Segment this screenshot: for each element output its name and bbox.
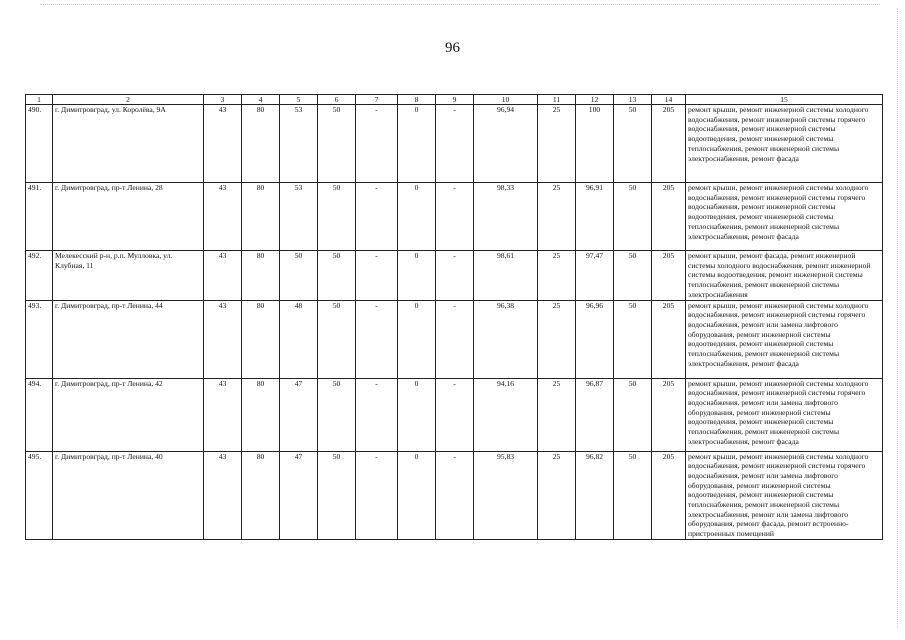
value-cell: 50	[614, 105, 652, 183]
value-cell: 205	[652, 105, 686, 183]
value-cell: 47	[280, 378, 318, 451]
value-cell: 50	[614, 451, 652, 539]
row-number: 490.	[26, 105, 53, 183]
row-number: 492.	[26, 251, 53, 301]
address-cell: г. Димитровград, пр-т Ленина, 44	[53, 300, 204, 378]
repair-program-table	[25, 94, 883, 540]
value-cell: 43	[204, 451, 242, 539]
value-cell: -	[436, 251, 474, 301]
table-row	[26, 183, 883, 251]
value-cell: 100	[576, 105, 614, 183]
works-cell: ремонт крыши, ремонт инженерной системы холодного водоснабжения, ремонт инженерной системы горячего водоснабжения, ремонт или замена лифтового оборудования, ремонт инженерной системы водоотведения, ремонт инженерной системы теплоснабжения, ремонт инженерной системы электроснабжения, ремонт фасада	[686, 300, 883, 378]
value-cell: -	[436, 300, 474, 378]
column-header: 4	[242, 95, 280, 105]
column-header: 5	[280, 95, 318, 105]
column-header: 2	[53, 95, 204, 105]
row-number: 494.	[26, 378, 53, 451]
scan-edge-right	[897, 8, 899, 628]
column-header: 3	[204, 95, 242, 105]
value-cell: 205	[652, 451, 686, 539]
value-cell: -	[436, 183, 474, 251]
value-cell: 98,33	[474, 183, 538, 251]
value-cell: 205	[652, 251, 686, 301]
value-cell: 25	[538, 300, 576, 378]
value-cell: 96,38	[474, 300, 538, 378]
address-cell: г. Димитровград, пр-т Ленина, 28	[53, 183, 204, 251]
value-cell: 94,16	[474, 378, 538, 451]
value-cell: 97,47	[576, 251, 614, 301]
value-cell: 50	[318, 300, 356, 378]
value-cell: 53	[280, 183, 318, 251]
value-cell: 95,83	[474, 451, 538, 539]
value-cell: 50	[614, 183, 652, 251]
value-cell: 50	[318, 251, 356, 301]
address-cell: г. Димитровград, пр-т Ленина, 40	[53, 451, 204, 539]
value-cell: 25	[538, 183, 576, 251]
value-cell: -	[356, 251, 398, 301]
value-cell: 205	[652, 378, 686, 451]
value-cell: -	[436, 105, 474, 183]
column-header: 8	[398, 95, 436, 105]
value-cell: 80	[242, 183, 280, 251]
value-cell: 50	[318, 451, 356, 539]
value-cell: 53	[280, 105, 318, 183]
column-header: 7	[356, 95, 398, 105]
value-cell: 96,82	[576, 451, 614, 539]
value-cell: 50	[614, 300, 652, 378]
value-cell: 25	[538, 378, 576, 451]
value-cell: 50	[280, 251, 318, 301]
value-cell: 50	[318, 378, 356, 451]
value-cell: -	[356, 378, 398, 451]
column-header: 1	[26, 95, 53, 105]
column-header: 10	[474, 95, 538, 105]
address-cell: г. Димитровград, ул. Королёва, 9А	[53, 105, 204, 183]
page-number: 96	[445, 40, 460, 56]
value-cell: -	[356, 183, 398, 251]
table-row	[26, 251, 883, 301]
value-cell: 48	[280, 300, 318, 378]
value-cell: 43	[204, 378, 242, 451]
column-header: 12	[576, 95, 614, 105]
value-cell: 205	[652, 183, 686, 251]
value-cell: 25	[538, 251, 576, 301]
value-cell: 0	[398, 183, 436, 251]
value-cell: 80	[242, 378, 280, 451]
value-cell: -	[356, 105, 398, 183]
column-header: 11	[538, 95, 576, 105]
column-header: 13	[614, 95, 652, 105]
value-cell: 43	[204, 251, 242, 301]
table-row	[26, 451, 883, 539]
value-cell: 205	[652, 300, 686, 378]
works-cell: ремонт крыши, ремонт инженерной системы холодного водоснабжения, ремонт инженерной системы горячего водоснабжения, ремонт инженерной системы водоотведения, ремонт инженерной системы теплоснабжения, ремонт инженерной системы электроснабжения, ремонт фасада	[686, 183, 883, 251]
value-cell: 96,96	[576, 300, 614, 378]
value-cell: 0	[398, 378, 436, 451]
value-cell: 98,61	[474, 251, 538, 301]
value-cell: 25	[538, 105, 576, 183]
value-cell: 96,87	[576, 378, 614, 451]
value-cell: -	[356, 451, 398, 539]
value-cell: -	[436, 378, 474, 451]
value-cell: 80	[242, 451, 280, 539]
value-cell: 25	[538, 451, 576, 539]
column-header: 6	[318, 95, 356, 105]
value-cell: 50	[614, 378, 652, 451]
value-cell: 50	[318, 183, 356, 251]
value-cell: 0	[398, 251, 436, 301]
address-cell: Мелекесский р-н, р.п. Мулловка, ул. Клубная, 11	[53, 251, 204, 301]
works-cell: ремонт крыши, ремонт фасада, ремонт инженерной системы холодного водоснабжения, ремонт инженерной системы водоотведения, ремонт инженерной системы теплоснабжения, ремонт инженерной системы электроснабжения	[686, 251, 883, 301]
value-cell: 47	[280, 451, 318, 539]
value-cell: 80	[242, 300, 280, 378]
row-number: 495.	[26, 451, 53, 539]
value-cell: -	[436, 451, 474, 539]
table-row	[26, 378, 883, 451]
column-header: 15	[686, 95, 883, 105]
scan-edge-top	[40, 4, 880, 6]
value-cell: 96,94	[474, 105, 538, 183]
value-cell: 0	[398, 300, 436, 378]
value-cell: 43	[204, 105, 242, 183]
value-cell: 43	[204, 300, 242, 378]
value-cell: 50	[318, 105, 356, 183]
value-cell: 0	[398, 105, 436, 183]
row-number: 493.	[26, 300, 53, 378]
table-row	[26, 105, 883, 183]
column-header: 14	[652, 95, 686, 105]
value-cell: -	[356, 300, 398, 378]
address-cell: г. Димитровград, пр-т Ленина, 42	[53, 378, 204, 451]
value-cell: 43	[204, 183, 242, 251]
value-cell: 96,91	[576, 183, 614, 251]
table-row	[26, 300, 883, 378]
row-number: 491.	[26, 183, 53, 251]
value-cell: 80	[242, 251, 280, 301]
column-header: 9	[436, 95, 474, 105]
works-cell: ремонт крыши, ремонт инженерной системы холодного водоснабжения, ремонт инженерной системы горячего водоснабжения, ремонт или замена лифтового оборудования, ремонт инженерной системы водоотведения, ремонт инженерной системы теплоснабжения, ремонт инженерной системы электроснабжения, ремонт или замена лифтового оборудования, ремонт фасада, ремонт встроенно-пристроенных помещений	[686, 451, 883, 539]
works-cell: ремонт крыши, ремонт инженерной системы холодного водоснабжения, ремонт инженерной системы горячего водоснабжения, ремонт инженерной системы водоотведения, ремонт инженерной системы теплоснабжения, ремонт инженерной системы электроснабжения, ремонт фасада	[686, 105, 883, 183]
value-cell: 0	[398, 451, 436, 539]
column-number-row	[26, 95, 883, 105]
value-cell: 50	[614, 251, 652, 301]
works-cell: ремонт крыши, ремонт инженерной системы холодного водоснабжения, ремонт инженерной системы горячего водоснабжения, ремонт или замена лифтового оборудования, ремонт инженерной системы водоотведения, ремонт инженерной системы теплоснабжения, ремонт инженерной системы электроснабжения, ремонт фасада	[686, 378, 883, 451]
value-cell: 80	[242, 105, 280, 183]
